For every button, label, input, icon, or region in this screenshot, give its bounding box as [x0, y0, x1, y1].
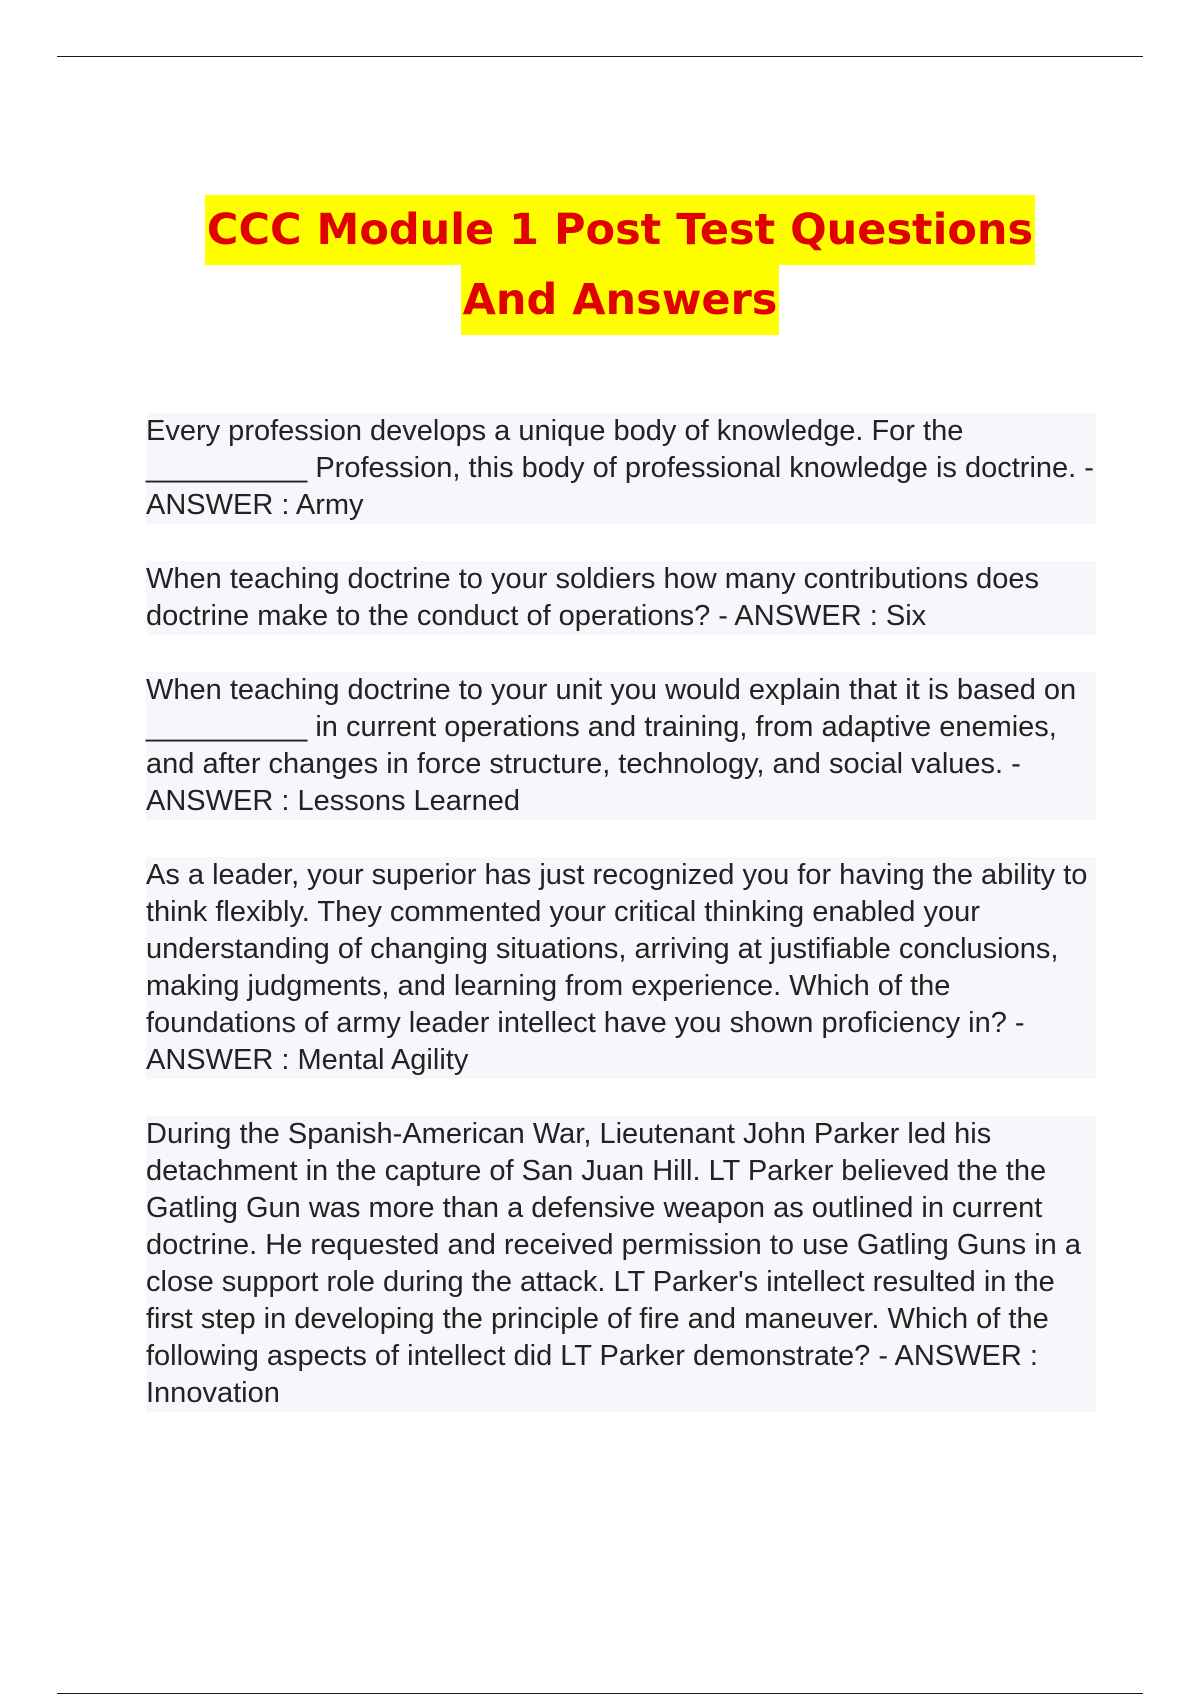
qa-item: When teaching doctrine to your unit you would explain that it is based on __________ in current operations and training, from adaptive enemies, and after changes in force structure, technology, and social values. - ANSWER : Lessons Learned [146, 672, 1096, 820]
document-title [140, 195, 1100, 335]
qa-item: As a leader, your superior has just recognized you for having the ability to think flexibly. They commented your critical thinking enabled your understanding of changing situations, arriving at justifiable conclusions, making judgments, and learning from experience. Which of the foundations of army leader intellect have you shown proficiency in? - ANSWER : Mental Agility [146, 857, 1096, 1079]
qa-item: Every profession develops a unique body of knowledge. For the __________ Profession, this body of professional knowledge is doctrine. - ANSWER : Army [146, 413, 1096, 524]
qa-item: When teaching doctrine to your soldiers how many contributions does doctrine make to the conduct of operations? - ANSWER : Six [146, 561, 1096, 635]
header-rule [57, 56, 1143, 57]
title-line-1: CCC Module 1 Post Test Questions [205, 195, 1035, 265]
qa-list [146, 413, 1096, 1412]
title-line-2: And Answers [461, 265, 780, 335]
qa-item: During the Spanish-American War, Lieutenant John Parker led his detachment in the capture of San Juan Hill. LT Parker believed the the Gatling Gun was more than a defensive weapon as outlined in current doctrine. He requested and received permission to use Gatling Guns in a close support role during the attack. LT Parker's intellect resulted in the first step in developing the principle of fire and maneuver. Which of the following aspects of intellect did LT Parker demonstrate? - ANSWER : Innovation [146, 1116, 1096, 1412]
footer-rule [57, 1693, 1143, 1694]
